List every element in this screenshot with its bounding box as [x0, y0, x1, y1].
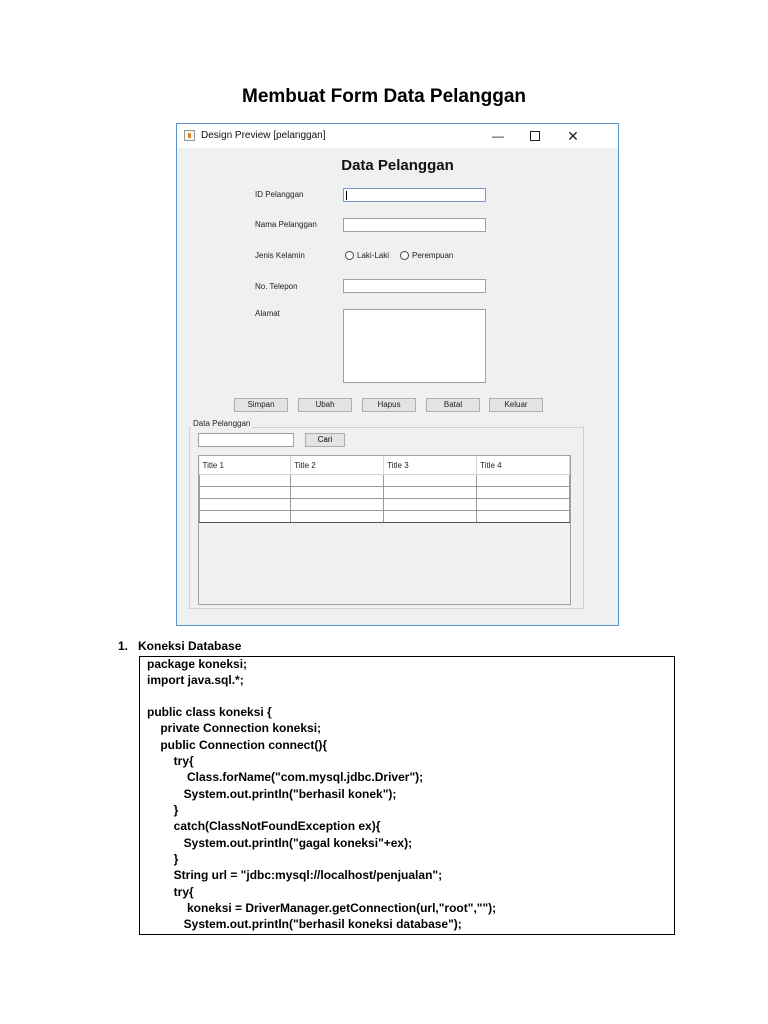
code-line: System.out.println("gagal koneksi"+ex); [147, 836, 413, 850]
radio-circle-icon [400, 251, 409, 260]
column-header[interactable]: Title 4 [477, 456, 570, 475]
table-cell[interactable] [291, 499, 384, 511]
table-cell[interactable] [291, 487, 384, 499]
table-cell[interactable] [200, 499, 291, 511]
text-caret [346, 191, 347, 200]
simpan-button[interactable]: Simpan [234, 398, 288, 412]
search-input[interactable] [198, 433, 294, 447]
code-line: String url = "jdbc:mysql://localhost/penjualan"; [147, 868, 443, 882]
maximize-button[interactable] [520, 124, 550, 148]
code-line: public class koneksi { [147, 705, 272, 719]
code-line: } [147, 803, 179, 817]
label-id-pelanggan: ID Pelanggan [255, 190, 304, 199]
column-header[interactable]: Title 2 [291, 456, 384, 475]
table-cell[interactable] [291, 475, 384, 487]
table-cell[interactable] [477, 475, 570, 487]
table-row[interactable] [200, 487, 570, 499]
code-line: catch(ClassNotFoundException ex){ [147, 819, 381, 833]
id-pelanggan-input[interactable] [343, 188, 486, 202]
table-header-row [200, 456, 570, 475]
table-cell[interactable] [200, 475, 291, 487]
radio-perempuan-label: Perempuan [412, 251, 454, 260]
code-line: try{ [147, 754, 194, 768]
nama-pelanggan-input[interactable] [343, 218, 486, 232]
table-cell[interactable] [477, 511, 570, 523]
section-heading [118, 639, 241, 653]
label-alamat: Alamat [255, 309, 280, 318]
design-preview-window [176, 123, 619, 626]
no-telepon-input[interactable] [343, 279, 486, 293]
radio-circle-icon [345, 251, 354, 260]
maximize-icon [530, 131, 540, 141]
document-title: Membuat Form Data Pelanggan [242, 86, 526, 107]
code-line: import java.sql.*; [147, 673, 244, 687]
window-title: Design Preview [pelanggan] [201, 130, 326, 141]
ubah-button[interactable]: Ubah [298, 398, 352, 412]
alamat-textarea[interactable] [343, 309, 486, 383]
table-cell[interactable] [200, 511, 291, 523]
close-button[interactable]: ✕ [567, 128, 579, 144]
panel-title: Data Pelanggan [193, 419, 251, 428]
batal-button[interactable]: Batal [426, 398, 480, 412]
label-no-telepon: No. Telepon [255, 282, 298, 291]
table-cell[interactable] [384, 475, 477, 487]
table-cell[interactable] [384, 499, 477, 511]
cari-button[interactable]: Cari [305, 433, 345, 447]
code-line: package koneksi; [147, 657, 248, 671]
table-cell[interactable] [291, 511, 384, 523]
table-cell[interactable] [384, 511, 477, 523]
code-line: try{ [147, 885, 194, 899]
code-line: public Connection connect(){ [147, 738, 327, 752]
table-cell[interactable] [384, 487, 477, 499]
table-row[interactable] [200, 499, 570, 511]
radio-laki-laki-label: Laki-Laki [357, 251, 390, 260]
table-cell[interactable] [200, 487, 291, 499]
section-number: 1. [118, 639, 129, 653]
radio-perempuan[interactable] [400, 250, 453, 261]
code-line: koneksi = DriverManager.getConnection(url,"root",""); [147, 901, 497, 915]
table-cell[interactable] [477, 499, 570, 511]
form-heading: Data Pelanggan [341, 157, 454, 174]
code-line: System.out.println("berhasil koneksi database"); [147, 917, 462, 931]
code-line: Class.forName("com.mysql.jdbc.Driver"); [147, 770, 424, 784]
radio-laki-laki[interactable] [345, 250, 389, 261]
column-header[interactable]: Title 3 [384, 456, 477, 475]
java-app-icon [184, 130, 195, 141]
data-table [199, 456, 570, 523]
hapus-button[interactable]: Hapus [362, 398, 416, 412]
table-scroll-pane[interactable] [198, 455, 571, 605]
column-header[interactable]: Title 1 [200, 456, 291, 475]
label-jenis-kelamin: Jenis Kelamin [255, 251, 305, 260]
minimize-button[interactable]: — [492, 129, 504, 143]
table-cell[interactable] [477, 487, 570, 499]
code-line: System.out.println("berhasil konek"); [147, 787, 397, 801]
code-line: private Connection koneksi; [147, 721, 322, 735]
keluar-button[interactable]: Keluar [489, 398, 543, 412]
section-title: Koneksi Database [138, 639, 242, 653]
window-titlebar [177, 124, 618, 148]
table-row[interactable] [200, 475, 570, 487]
code-line: } [147, 852, 179, 866]
code-block [139, 656, 675, 935]
label-nama-pelanggan: Nama Pelanggan [255, 220, 317, 229]
table-row[interactable] [200, 511, 570, 523]
